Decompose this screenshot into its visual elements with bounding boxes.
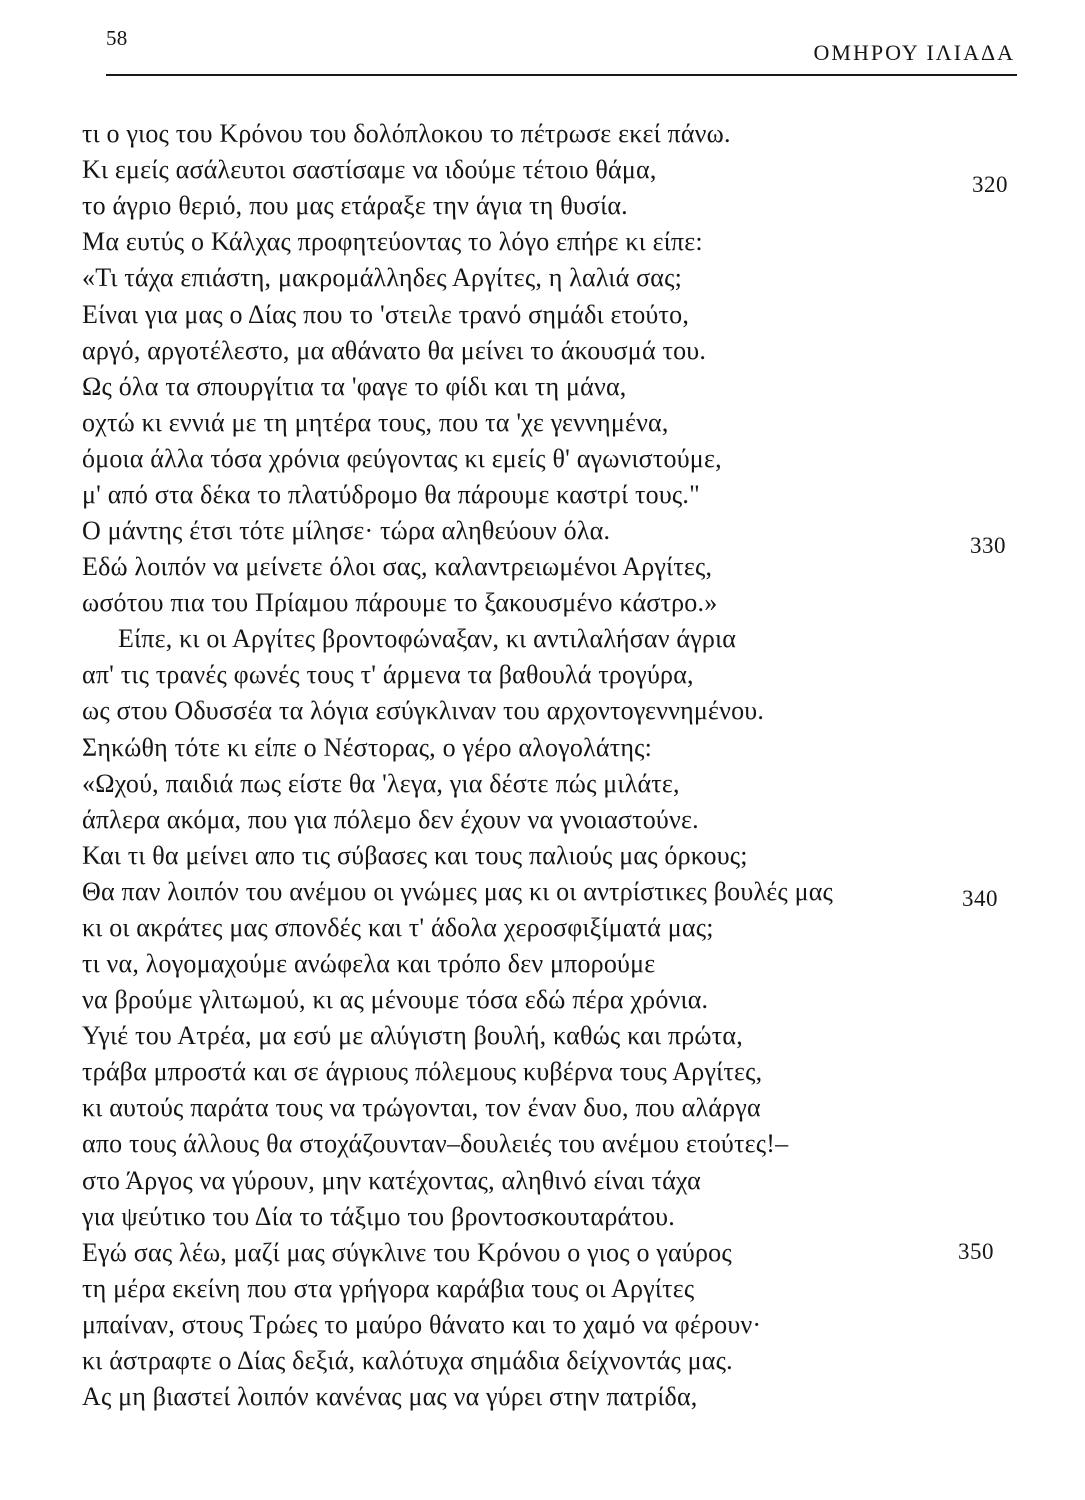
verse-line: Και τι θα μείνει απο τις σύβασες και τους παλιούς μας όρκους; [82,841,748,870]
verse-line: απο τους άλλους θα στοχάζουνταν–δουλειές του ανέμου ετούτες!– [82,1129,789,1158]
verse-line: Ο μάντης έτσι τότε μίλησε· τώρα αληθεύουν όλα. [82,516,611,545]
verse-line: άπλερα ακόμα, που για πόλεμο δεν έχουν να γνοιαστούνε. [82,805,699,834]
verse-line: κι άστραφτε ο Δίας δεξιά, καλότυχα σημάδια δείχνοντάς μας. [82,1346,733,1375]
line-number: 320 [972,172,1008,197]
verse-line: ωσότου πια του Πρίαμου πάρουμε το ξακουσμένο κάστρο.» [82,588,718,617]
verse-line: Θα παν λοιπόν του ανέμου οι γνώμες μας κι οι αντρίστικες βουλές μας [82,877,834,906]
line-number: 350 [958,1239,994,1264]
verse-line: τη μέρα εκείνη που στα γρήγορα καράβια τους οι Αργίτες [82,1274,695,1303]
verse-line: όμοια άλλα τόσα χρόνια φεύγοντας κι εμείς θ' αγωνιστούμε, [82,444,722,473]
verse-line: κι αυτούς παράτα τους να τρώγονται, τον έναν δυο, που αλάργα [82,1093,761,1122]
verse-line: το άγριο θεριό, που μας ετάραξε την άγια τη θυσία. [82,191,628,220]
verse-line: απ' τις τρανές φωνές τους τ' άρμενα τα βαθουλά τρογύρα, [82,660,694,689]
line-number: 340 [962,886,998,911]
verse-line: Εγώ σας λέω, μαζί μας σύγκλινε του Κρόνου ο γιος ο γαύρος [82,1238,732,1267]
verse-line: αργό, αργοτέλεστο, μα αθάνατο θα μείνει το άκουσμά του. [82,336,707,365]
verse-line: Ας μη βιαστεί λοιπόν κανένας μας να γύρει στην πατρίδα, [82,1382,698,1411]
verse-line: τράβα μπροστά και σε άγριους πόλεμους κυβέρνα τους Αργίτες, [82,1057,763,1086]
verse-line: Εδώ λοιπόν να μείνετε όλοι σας, καλαντρειωμένοι Αργίτες, [82,552,713,581]
verse-line: τι να, λογομαχούμε ανώφελα και τρόπο δεν μπορούμε [82,949,656,978]
verse-line: για ψεύτικο του Δία το τάξιμο του βροντοσκουταράτου. [82,1202,675,1231]
verse-line: Κι εμείς ασάλευτοι σαστίσαμε να ιδούμε τέτοιο θάμα, [82,155,657,184]
page-number: 58 [106,26,128,50]
verse-line: μ' από στα δέκα το πλατύδρομο θα πάρουμε καστρί τους." [82,480,700,509]
verse-line: Υγιέ του Ατρέα, μα εσύ με αλύγιστη βουλή, καθώς και πρώτα, [82,1021,743,1050]
line-number: 330 [970,533,1006,558]
verse-line: μπαίναν, στους Τρώες το μαύρο θάνατο και το χαμό να φέρουν· [82,1310,762,1339]
verse-line: Σηκώθη τότε κι είπε ο Νέστορας, ο γέρο αλογολάτης: [82,733,653,762]
verse-line: οχτώ κι εννιά με τη μητέρα τους, που τα 'χε γεννημένα, [82,408,669,437]
verse-line: ως στου Οδυσσέα τα λόγια εσύγκλιναν του αρχοντογεννημένου. [82,696,765,725]
running-title: ΟΜΗΡΟΥ ΙΛΙΑΔΑ [813,40,1015,65]
verse-line: στο Άργος να γύρουν, μην κατέχοντας, αληθινό είναι τάχα [82,1166,701,1195]
verse-line: κι οι ακράτες μας σπονδές και τ' άδολα χεροσφιξίματά μας; [82,913,714,942]
verse-line: «Τι τάχα επιάστη, μακρομάλληδες Αργίτες, η λαλιά σας; [82,263,683,292]
verse-line: Μα ευτύς ο Κάλχας προφητεύοντας το λόγο επήρε κι είπε: [82,227,703,256]
verse-line: «Ωχού, παιδιά πως είστε θα 'λεγα, για δέστε πώς μιλάτε, [82,769,680,798]
verse-line: να βρούμε γλιτωμού, κι ας μένουμε τόσα εδώ πέρα χρόνια. [82,985,709,1014]
verse-line: Είναι για μας ο Δίας που το 'στειλε τρανό σημάδι ετούτο, [82,300,690,329]
verse-line: τι ο γιος του Κρόνου του δολόπλοκου το πέτρωσε εκεί πάνω. [82,119,731,148]
verse-line: Είπε, κι οι Αργίτες βροντοφώναξαν, κι αντιλαλήσαν άγρια [118,624,737,653]
verse-line: Ως όλα τα σπουργίτια τα 'φαγε το φίδι και τη μάνα, [82,372,627,401]
